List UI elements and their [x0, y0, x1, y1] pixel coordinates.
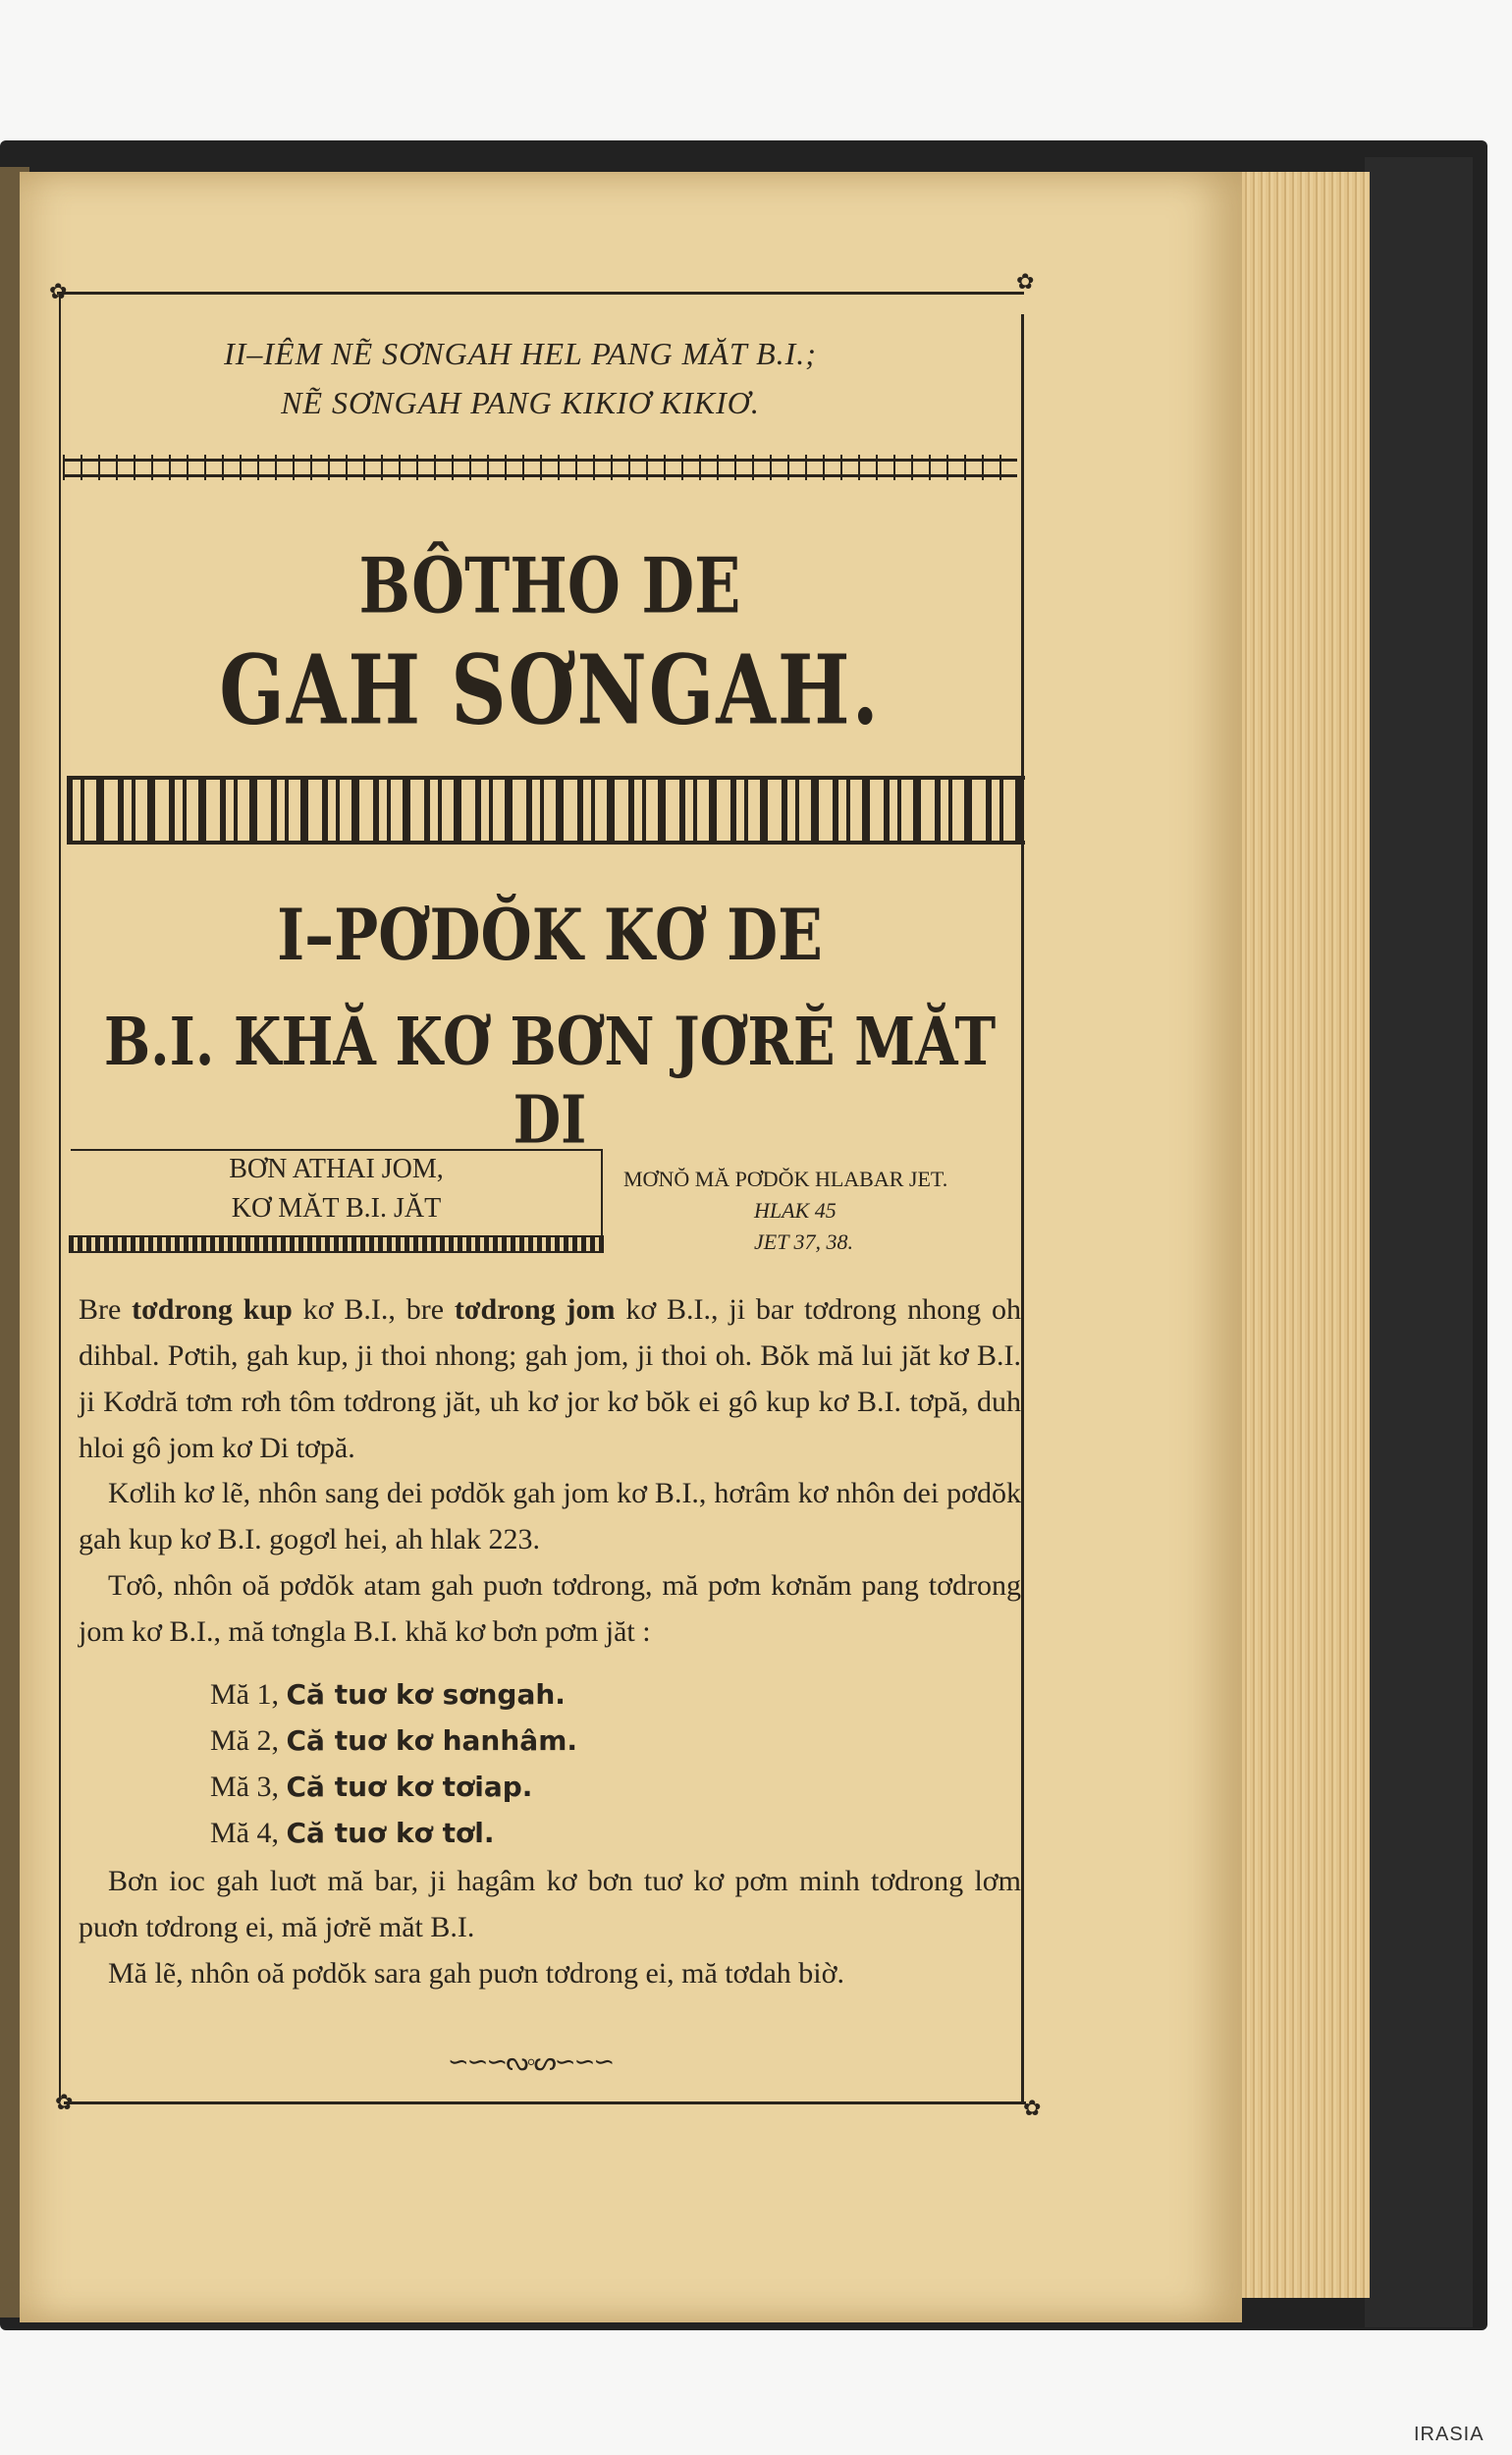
- list-item-4: Mă 4, Că tuơ kơ tơl.: [210, 1817, 495, 1849]
- paragraph-4: Bơn ioc gah luơt mă bar, ji hagâm kơ bơn tuơ kơ pơm minh tơdrong lơm puơn tơdrong ei, mă jơrĕ măt B.I.: [79, 1865, 1021, 1943]
- title-line1: BÔTHO DE: [358, 540, 741, 631]
- paragraph-3: Tơô, nhôn oă pơdŏk atam gah puơn tơdrong, mă pơm kơnăm pang tơdrong jom kơ B.I., mă tơngla B.I. khă kơ bơn pơm jăt :: [79, 1569, 1021, 1648]
- closing-ornament: ∽∽∽ᔓ◦ᔕ∽∽∽: [447, 2047, 614, 2076]
- bold-term-jom: tơdrong jom: [454, 1293, 616, 1326]
- title-line2: GAH SƠNGAH.: [219, 634, 881, 747]
- list-item-1: Mă 1, Că tuơ kơ sơngah.: [210, 1678, 566, 1711]
- corner-ornament-top-left: ✿: [49, 279, 68, 303]
- top-rule: [57, 292, 1024, 295]
- decorative-band-top: [63, 455, 1017, 480]
- watermark: IRASIA: [1414, 2424, 1485, 2445]
- corner-ornament-top-right: ✿: [1016, 269, 1035, 294]
- corner-ornament-bottom-right: ✿: [1023, 2096, 1042, 2120]
- reference-line1: MƠNŎ MĂ PƠDŎK HLABAR JET.: [623, 1167, 948, 1191]
- reference-line3: JET 37, 38.: [754, 1229, 854, 1254]
- book-back-cover: [1365, 157, 1473, 2327]
- paragraph-5: Mă lẽ, nhôn oă pơdŏk sara gah puơn tơdrong ei, mă tơdah biờ.: [108, 1957, 844, 1990]
- bold-term-kup: tơdrong kup: [132, 1293, 293, 1326]
- paragraph-2: Kơlih kơ lẽ, nhôn sang dei pơdŏk gah jom kơ B.I., hơrâm kơ nhôn dei pơdŏk gah kup kơ B.I. gogơl hei, ah hlak 223.: [79, 1477, 1021, 1555]
- boxed-heading-line2: KƠ MĂT B.I. JĂT: [231, 1193, 442, 1224]
- numbered-list: [210, 1671, 577, 1856]
- decorative-band-middle: [67, 776, 1025, 845]
- section-header-line2: NẼ SƠNGAH PANG KIKIƠ KIKIƠ.: [281, 385, 760, 420]
- list-item-2: Mă 2, Că tuơ kơ hanhâm.: [210, 1724, 578, 1757]
- paragraph-1: Bre tơdrong kup kơ B.I., bre tơdrong jom kơ B.I., ji bar tơdrong nhong oh dihbal. Pơtih, gah kup, ji thoi nhong; gah jom, ji thoi oh. Bŏk mă lui jăt kơ B.I. ji Kơdră tơm rơh tôm tơdrong jăt, uh kơ jor kơ bŏk ei gô kup kơ B.I. tơpă, duh hloi gô jom kơ Di tơpă.: [79, 1293, 1021, 1464]
- corner-ornament-bottom-left: ✿: [55, 2090, 74, 2114]
- bottom-rule: [64, 2101, 1026, 2104]
- boxed-heading-line1: BƠN ATHAI JOM,: [229, 1154, 444, 1184]
- list-item-3: Mă 3, Că tuơ kơ tơiap.: [210, 1771, 533, 1803]
- chapter-title-line2: B.I. KHĂ KƠ BƠN JƠRĔ MĂT DI: [103, 1003, 997, 1160]
- reference-line2: HLAK 45: [754, 1198, 837, 1223]
- decorative-band-small: [69, 1235, 604, 1253]
- chapter-title-line1: I–PƠDŎK KƠ DE: [277, 895, 823, 977]
- section-header-line1: II–IÊM NẼ SƠNGAH HEL PANG MĂT B.I.;: [224, 336, 817, 371]
